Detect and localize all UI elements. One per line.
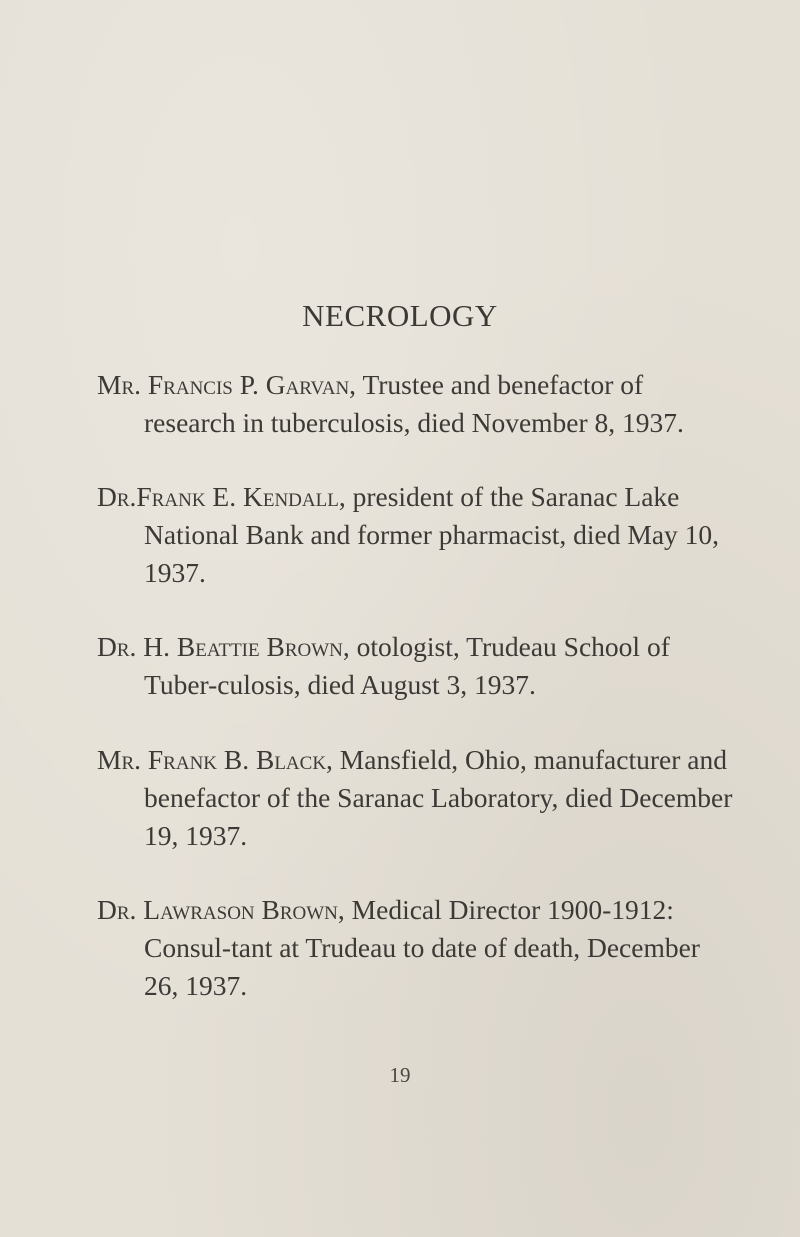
entry-honorific: Dr. (97, 631, 137, 662)
entry-text: Mansfield, Ohio, manufacturer and benefactor of the Saranac Laboratory, died December 19, 1937. (144, 744, 733, 851)
necrology-entry (97, 741, 737, 855)
entry-name: Frank B. Black, (147, 744, 333, 775)
entry-honorific: Dr. (97, 481, 137, 512)
entry-text: Medical Director 1900-1912: Consul-tant at Trudeau to date of death, December 26, 1937. (144, 894, 700, 1001)
necrology-list (97, 366, 737, 1041)
entry-name: Frank E. Kendall, (136, 481, 346, 512)
necrology-entry (97, 891, 737, 1005)
entry-text: Trustee and benefactor of research in tuberculosis, died November 8, 1937. (144, 369, 684, 438)
entry-text: otologist, Trudeau School of Tuber-culosis, died August 3, 1937. (144, 631, 670, 700)
page-number: 19 (389, 1063, 411, 1087)
necrology-entry (97, 366, 737, 442)
entry-honorific: Mr. (97, 369, 141, 400)
necrology-entry (97, 478, 737, 592)
necrology-entry (97, 628, 737, 704)
entry-honorific: Mr. (97, 744, 141, 775)
entry-name: Lawrason Brown, (143, 894, 345, 925)
page-title: NECROLOGY (302, 298, 498, 333)
entry-name: H. Beattie Brown, (143, 631, 350, 662)
entry-honorific: Dr. (97, 894, 137, 925)
entry-text: president of the Saranac Lake National Bank and former pharmacist, died May 10, 1937. (144, 481, 720, 588)
entry-name: Francis P. Garvan, (147, 369, 357, 400)
